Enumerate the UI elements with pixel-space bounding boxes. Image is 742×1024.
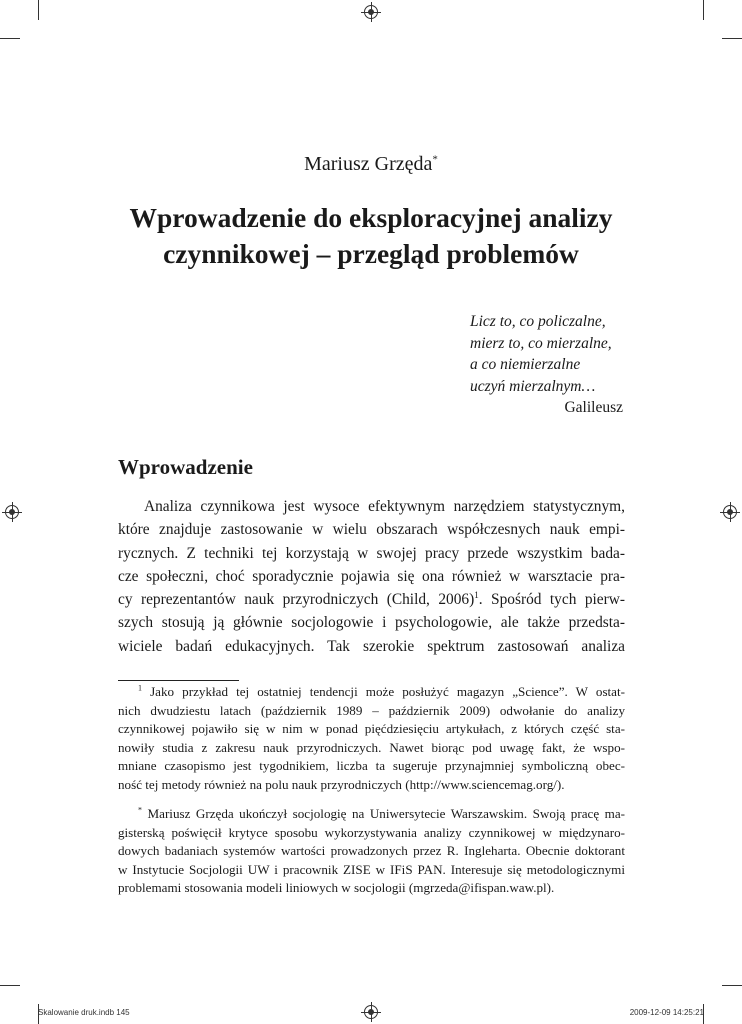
print-slug-file: Skalowanie druk.indb 145 <box>38 1008 130 1017</box>
author-name <box>0 153 742 176</box>
author-name-text: Mariusz Grzęda <box>304 153 433 175</box>
footnote-mark: * <box>138 805 142 815</box>
crop-mark <box>703 0 704 20</box>
body-line: cze społeczni, choć sporadycznie pojawia się ona również w warsztacie pra- <box>118 567 625 585</box>
footnote-line-text: Jako przykład tej ostatniej tendencji może posłużyć magazyn „Science”. W ostat- <box>142 684 625 699</box>
epigraph-line: Licz to, co policzalne, <box>470 313 606 330</box>
body-line <box>118 588 625 611</box>
footnote-line: dowych badaniach systemów wartości prowadzonych przez R. Ingleharta. Obecnie doktorant <box>118 843 625 858</box>
footnote-line: w Instytucie Socjologii UW i pracownik ZISE w IFiS PAN. Interesuje się metodologicznymi <box>118 861 625 877</box>
crop-mark <box>0 38 20 39</box>
title-line: czynnikowej – przegląd problemów <box>163 238 579 269</box>
body-line: wiciele badań edukacyjnych. Tak szerokie spektrum zastosowań analiza <box>118 637 625 655</box>
footnote-line: nich dwudziestu latach (październik 1989 – październik 2009) odwołanie do analizy <box>118 702 625 718</box>
epigraph-attribution: Galileusz <box>564 399 623 416</box>
epigraph-line: a co niemierzalne <box>470 356 581 373</box>
footnote-line: mniane czasopismo jest tygodnikiem, liczba ta sugeruje przynajmniej symboliczną obec- <box>118 758 625 773</box>
crop-mark <box>722 985 742 986</box>
footnote-line-text: Mariusz Grzęda ukończył socjologię na Uniwersytecie Warszawskim. Swoją pracę ma- <box>142 806 625 821</box>
print-slug-timestamp: 2009-12-09 14:25:21 <box>629 1008 704 1017</box>
footnote-ref: 1 <box>474 590 479 601</box>
section-heading: Wprowadzenie <box>118 455 253 479</box>
epigraph-line: mierz to, co mierzalne, <box>470 334 612 352</box>
footnote-line: nowiły studia z zakresu nauk przyrodniczych. Nawet biorąc pod uwagę fakt, że wspo- <box>118 739 625 755</box>
body-line: które znajduje zastosowanie w wielu obszarach współczesnych nauk empi- <box>118 521 625 539</box>
footnote-author <box>118 805 625 898</box>
article-title <box>80 200 662 272</box>
registration-mark-icon <box>5 505 19 519</box>
crop-mark <box>38 0 39 20</box>
body-line: Analiza czynnikowa jest wysoce efektywnym narzędziem statystycznym, <box>144 498 625 515</box>
footnote-line: czynnikowej pojawiło się w nim w ponad pięćdziesięciu artykułach, z których część sta- <box>118 721 625 736</box>
body-paragraph <box>118 495 625 658</box>
body-line-text: cy reprezentantów nauk przyrodniczych (Child, 2006) <box>118 591 475 609</box>
title-line: Wprowadzenie do eksploracyjnej analizy <box>129 202 613 233</box>
footnote-line <box>118 683 625 702</box>
footnote-divider <box>118 680 239 681</box>
epigraph-line: uczyń mierzalnym… <box>470 377 596 395</box>
body-line-tail: . Spośród tych pierw- <box>478 591 626 609</box>
epigraph <box>470 311 630 419</box>
registration-mark-icon <box>723 505 737 519</box>
registration-mark-icon <box>364 1005 378 1019</box>
crop-mark <box>722 38 742 39</box>
registration-mark-icon <box>364 5 378 19</box>
body-line: szych stosują ją głównie socjologowie i psychologowie, ale także przedsta- <box>118 614 625 632</box>
footnote-mark: 1 <box>138 683 142 693</box>
author-footnote-mark: * <box>432 153 438 166</box>
crop-mark <box>0 985 20 986</box>
footnote-1 <box>118 683 625 794</box>
footnote-line: gisterską poświęcił krytyce sposobu wykorzystywania analizy czynnikowej w międzynaro- <box>118 824 625 840</box>
footnote-line <box>118 805 625 824</box>
body-line: rycznych. Z techniki tej korzystają w swojej pracy przede wszystkim bada- <box>118 544 625 562</box>
footnote-line: ność tej metody również na polu nauk przyrodniczych (http://www.sciencemag.org/). <box>118 776 565 792</box>
footnote-line: problemami stosowania modeli liniowych w socjologii (mgrzeda@ifispan.waw.pl). <box>118 880 555 895</box>
